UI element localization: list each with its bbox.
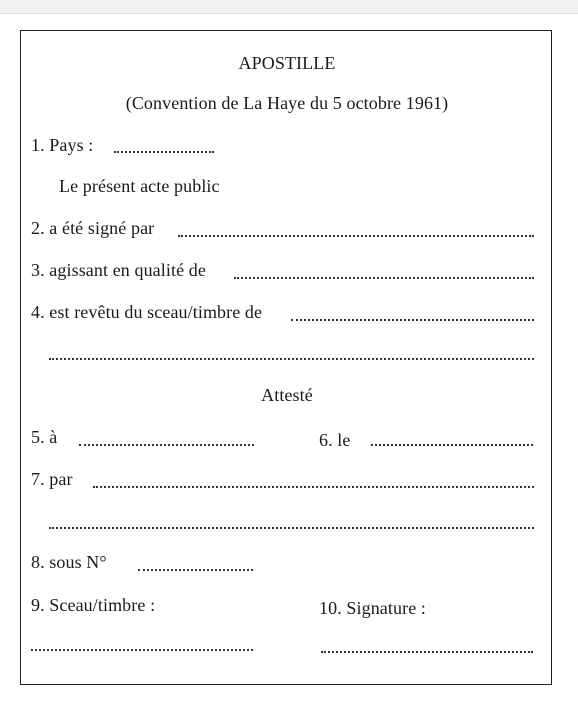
field-by-line[interactable] [93,486,534,488]
label-signed-by: 2. a été signé par [31,218,155,238]
field-country-line[interactable] [114,151,214,153]
field-seal-line[interactable] [291,319,534,321]
label-date: 6. le [319,430,351,450]
page-top-border [0,0,578,14]
label-capacity: 3. agissant en qualité de [31,260,206,280]
field-signature-line[interactable] [321,651,533,653]
field-capacity-line[interactable] [234,277,534,279]
label-seal: 4. est revêtu du sceau/timbre de [31,302,263,322]
field-signed-by-line[interactable] [178,235,534,237]
intro-text: Le présent acte public [59,176,220,196]
field-number-line[interactable] [138,569,253,571]
form-title: APOSTILLE [238,53,336,73]
label-country: 1. Pays : [31,135,94,155]
certified-heading: Attesté [261,385,313,405]
field-by-line-continued[interactable] [49,527,534,529]
label-seal-stamp: 9. Sceau/timbre : [31,595,156,615]
apostille-form [20,30,552,685]
label-at: 5. à [31,427,58,447]
label-signature: 10. Signature : [319,598,426,618]
field-seal-line-continued[interactable] [49,358,534,360]
field-at-line[interactable] [79,444,254,446]
field-date-line[interactable] [371,444,533,446]
field-seal-stamp-line[interactable] [31,649,253,651]
form-subtitle: (Convention de La Haye du 5 octobre 1961) [125,93,449,113]
label-number: 8. sous N° [31,552,107,572]
label-by: 7. par [31,469,73,489]
